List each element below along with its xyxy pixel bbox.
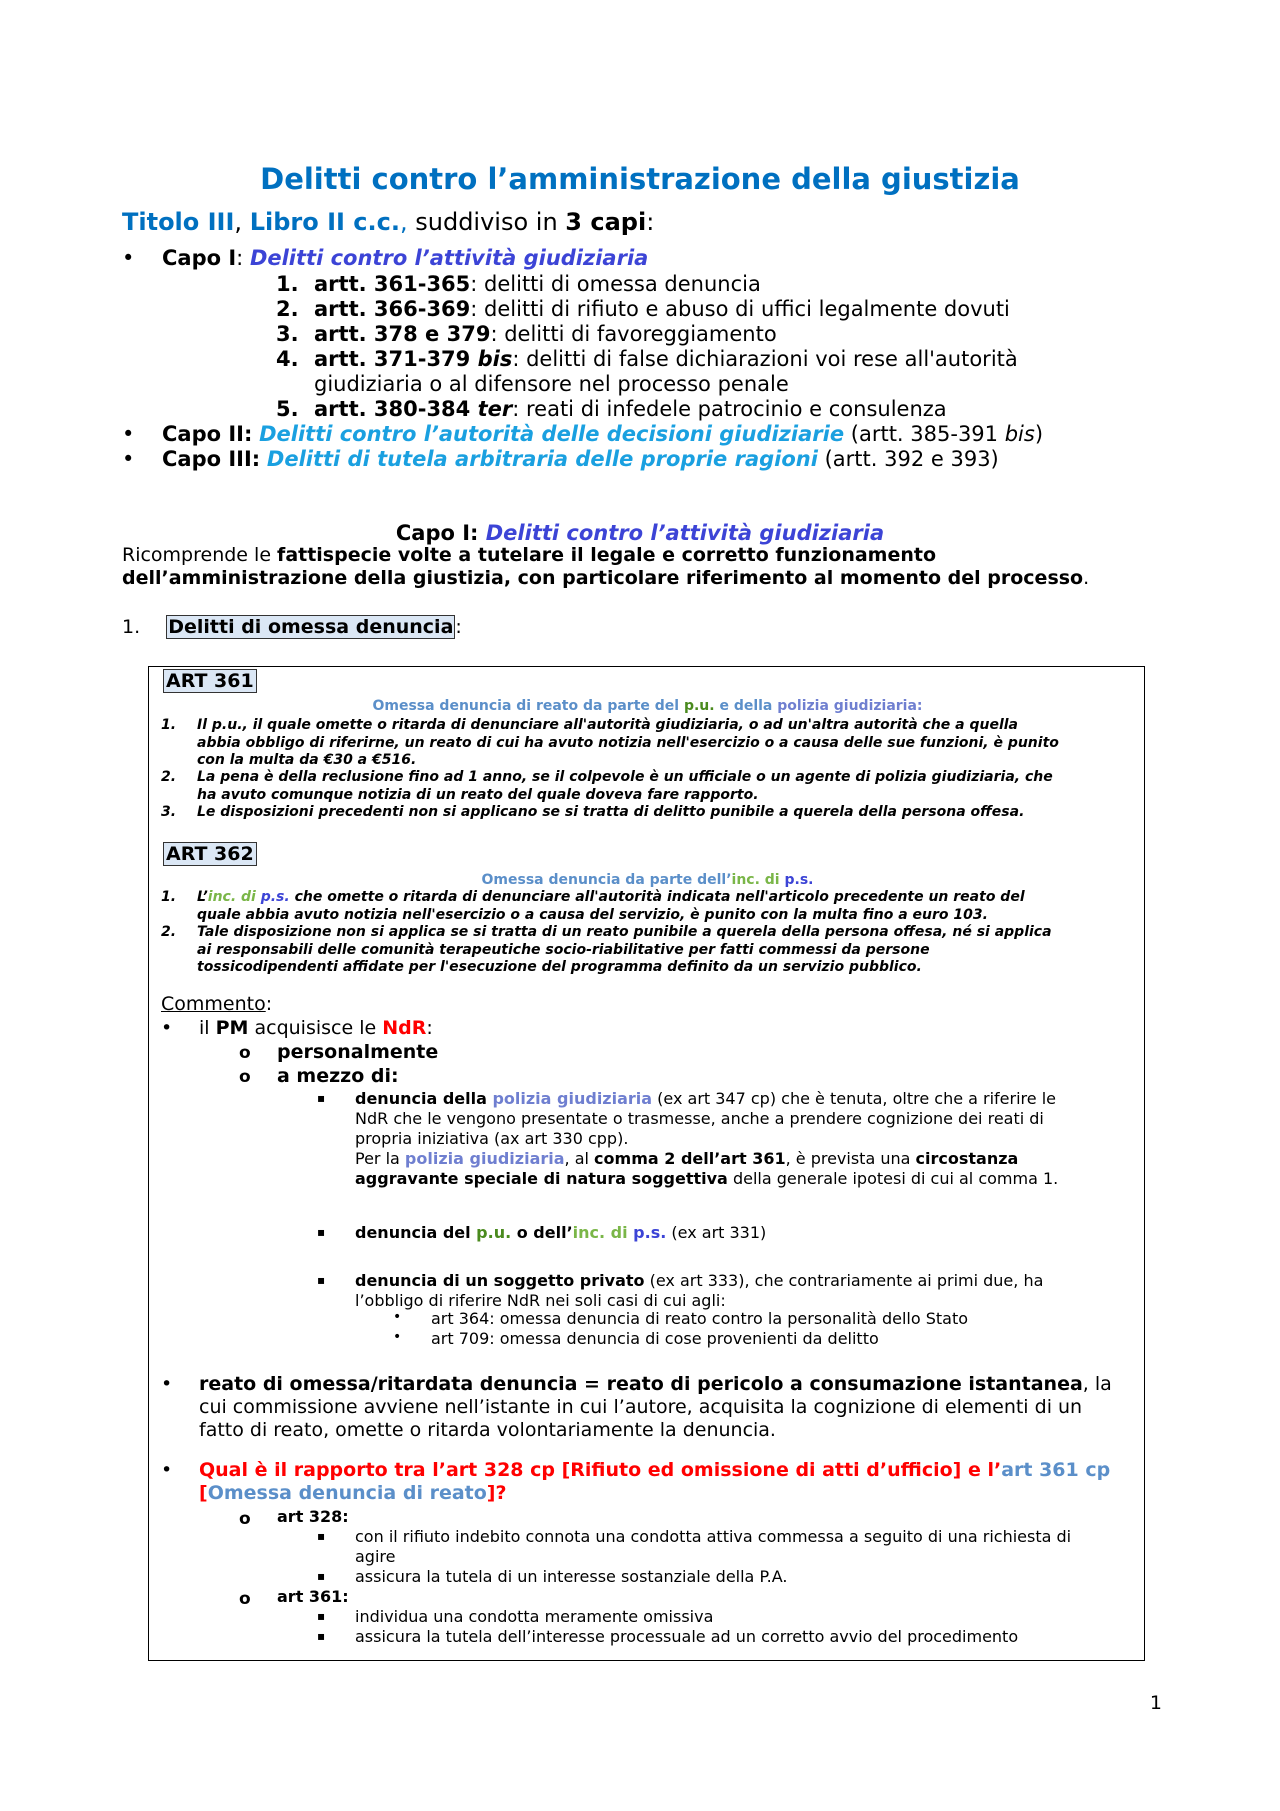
bullet: • — [122, 422, 135, 446]
toc-item — [314, 397, 1074, 422]
para-line: ai responsabili delle comunità terapeutiche socio-riabilitative per fatti commessi da persone — [197, 941, 930, 958]
toc-item-text: : delitti di false dichiarazioni voi rese all'autorità — [512, 347, 1018, 371]
toc-item-text: : delitti di favoreggiamento — [490, 322, 777, 346]
para-line: che omette o ritarda di denunciare all'autorità indicata nell'articolo precedente un reato del — [289, 889, 1025, 905]
d1-l4d: comma 2 dell’art 361 — [594, 1149, 786, 1168]
pm-e: : — [426, 1017, 433, 1039]
art328-point-2: assicura la tutela di un interesse sostanziale della P.A. — [355, 1567, 788, 1586]
capo1-sep: : — [236, 246, 250, 270]
circle-bullet: o — [239, 1067, 251, 1087]
art328-label: art 328: — [277, 1507, 349, 1526]
art361-heading-a: Omessa denuncia di reato da parte del — [372, 698, 684, 714]
art362-para-number: 1. — [161, 889, 177, 905]
intro-start: Ricomprende le — [122, 544, 278, 566]
toc-item-text: : delitti di rifiuto e abuso di uffici legalmente dovuti — [470, 297, 1010, 321]
toc-item-ref-suffix: bis — [470, 347, 513, 371]
art362-para-number: 2. — [161, 924, 177, 940]
art361-heading — [149, 698, 1146, 714]
square-bullet: ▪ — [317, 1629, 326, 1643]
intro-bold-2: dell’amministrazione della giustizia, con particolare riferimento al momento del processo — [122, 567, 1084, 589]
art361-heading-pg: polizia giudiziaria: — [777, 698, 923, 714]
denuncia-pu — [355, 1223, 766, 1243]
capo1-section-heading — [0, 521, 1280, 545]
d1-l4e: , è prevista una — [785, 1149, 916, 1168]
capo1-title: Delitti contro l’attività giudiziaria — [249, 246, 649, 270]
section-item-colon: : — [455, 616, 462, 638]
capo1-label: Capo I — [162, 246, 237, 270]
mode-personalmente: personalmente — [277, 1041, 439, 1063]
para-line: Le disposizioni precedenti non si applicano se si tratta di delitto punibile a querela della persona offesa. — [197, 804, 1025, 820]
art362-heading-a: Omessa denuncia da parte dell’ — [481, 872, 732, 888]
art361-point-1: individua una condotta meramente omissiva — [355, 1607, 714, 1626]
square-bullet: ▪ — [317, 1569, 326, 1583]
art361-para — [197, 804, 1127, 822]
capo1-heading-title: Delitti contro l’attività giudiziaria — [485, 521, 885, 545]
commento-label — [161, 993, 272, 1016]
d3-sub-709: art 709: omessa denuncia di cose provenienti da delitto — [431, 1329, 879, 1348]
d2-b: p.u. — [476, 1223, 512, 1242]
para-text: L’ — [197, 889, 208, 905]
toc-item-number: 2. — [276, 297, 299, 321]
subtitle-sep2: , — [399, 208, 408, 236]
art361-para — [197, 717, 1127, 770]
toc-item — [314, 322, 1074, 347]
toc-item-number: 1. — [276, 272, 299, 296]
d3-sub-364: art 364: omessa denuncia di reato contro la personalità dello Stato — [431, 1309, 969, 1328]
capo2-ref: (artt. 385-391 — [850, 422, 999, 446]
para-line: La pena è della reclusione fino ad 1 anno, se il colpevole è un ufficiale o un agente di polizia giudiziaria, che — [197, 769, 1053, 785]
art361-point-2: assicura la tutela dell’interesse processuale ad un corretto avvio del procedimento — [355, 1627, 1019, 1646]
document-title: Delitti contro l’amministrazione della giustizia — [260, 162, 1020, 196]
para-line: con la multa da €30 a €516. — [197, 752, 417, 768]
circle-bullet: o — [239, 1589, 251, 1609]
art361-label: ART 361 — [163, 669, 257, 693]
bullet: • — [122, 246, 135, 270]
d3-line: l’obbligo di riferire NdR nei soli casi di cui agli: — [355, 1291, 726, 1310]
mode-a-mezzo-di: a mezzo di: — [277, 1065, 399, 1087]
art361-heading-b: e della — [714, 698, 778, 714]
q-c: [ — [199, 1482, 208, 1504]
toc-item — [314, 297, 1074, 322]
d1-a: denuncia della — [355, 1089, 493, 1108]
para-line: Tale disposizione non si applica se si tratta di un reato punibile a querela della persona offesa, né si applica — [197, 924, 1052, 940]
d1-line: propria iniziativa (ax art 330 cpp). — [355, 1129, 629, 1148]
section-item-label: Delitti di omessa denuncia — [168, 616, 454, 638]
d2-c: o dell’ — [511, 1223, 573, 1242]
para-line: Il p.u., il quale omette o ritarda di denunciare all'autorità giudiziaria, o ad un'altra autorità che a quella — [197, 717, 1019, 733]
art362-para — [197, 889, 1127, 924]
d1-b: polizia giudiziaria — [492, 1089, 653, 1108]
subtitle-sep1: , — [234, 208, 250, 236]
capo1-intro — [122, 544, 1172, 590]
q-b: art 361 cp — [1001, 1459, 1111, 1481]
circle-bullet: o — [239, 1043, 251, 1063]
capo3-ref: (artt. 392 e 393) — [824, 447, 999, 471]
toc-item-ref-suffix: ter — [470, 397, 513, 421]
para-line: tossicodipendenti affidate per l'esecuzione del programma definito da un servizio pubblico. — [197, 959, 922, 975]
capo2-ref-suffix: bis — [1004, 422, 1035, 446]
capo2-ref-end: ) — [1034, 422, 1044, 446]
articles-box — [148, 666, 1145, 1661]
d2-a: denuncia del — [355, 1223, 477, 1242]
page-number: 1 — [1149, 1692, 1162, 1714]
section-item-omessa-denuncia — [122, 616, 462, 638]
d1-l4f: circostanza — [915, 1149, 1019, 1168]
q-d: Omessa denuncia di reato — [207, 1482, 487, 1504]
capo1-heading-label: Capo I: — [395, 521, 486, 545]
toc-item-text: : reati di infedele patrocinio e consulenza — [512, 397, 947, 421]
art362-heading-inc: inc. di — [731, 872, 785, 888]
bullet: • — [161, 1373, 173, 1395]
toc-item-ref: artt. 371-379 — [314, 347, 471, 371]
reato-line: fatto di reato, omette o ritarda volontariamente la denuncia. — [199, 1419, 776, 1441]
intro-end: . — [1083, 567, 1090, 589]
toc-item-ref: artt. 380-384 — [314, 397, 471, 421]
toc-item-text: : delitti di omessa denuncia — [470, 272, 761, 296]
a328-s1b: agire — [355, 1547, 396, 1566]
toc-item-ref: artt. 366-369 — [314, 297, 471, 321]
capo2-title: Delitti contro l’autorità delle decisioni giudiziarie — [259, 422, 845, 446]
commento-label-text: Commento — [161, 993, 266, 1015]
toc-item — [314, 272, 1074, 297]
bullet: • — [393, 1309, 402, 1325]
art361-para-number: 3. — [161, 804, 177, 820]
d3-a: denuncia di un soggetto privato — [355, 1271, 645, 1290]
toc-capo-2 — [162, 422, 1043, 447]
toc-capo-3 — [162, 447, 999, 472]
toc-item-number: 3. — [276, 322, 299, 346]
subtitle-end: : — [646, 208, 655, 236]
reato-c: , la — [1082, 1373, 1112, 1395]
d2-f: (ex art 331) — [666, 1223, 767, 1242]
intro-bold-1: fattispecie volte a tutelare il legale e corretto funzionamento — [277, 544, 937, 566]
circle-bullet: o — [239, 1509, 251, 1529]
art361-heading-pu: p.u. — [683, 698, 715, 714]
toc-item-text-cont: giudiziaria o al difensore nel processo penale — [314, 372, 789, 396]
q-a: Qual è il rapporto tra l’art 328 cp [Rifiuto ed omissione di atti d’ufficio] e l’ — [199, 1459, 1002, 1481]
bullet: • — [161, 1017, 173, 1039]
art361-para-number: 1. — [161, 717, 177, 733]
art328-point-1 — [355, 1527, 1135, 1567]
toc-item — [314, 347, 1074, 397]
capo2-label: Capo II: — [162, 422, 253, 446]
toc-capo-1 — [162, 246, 648, 271]
q-e: ]? — [486, 1482, 507, 1504]
square-bullet: ▪ — [317, 1225, 326, 1239]
square-bullet: ▪ — [317, 1609, 326, 1623]
capo3-label: Capo III: — [162, 447, 261, 471]
denuncia-polizia — [355, 1089, 1135, 1189]
art362-heading-ps: p.s. — [784, 872, 814, 888]
d1-l5b: della generale ipotesi di cui al comma 1. — [727, 1169, 1059, 1188]
para-inc: inc. di — [207, 889, 261, 905]
bullet: • — [122, 447, 135, 471]
d3-b: (ex art 333), che contrariamente ai primi due, ha — [644, 1271, 1044, 1290]
bullet: • — [393, 1329, 402, 1345]
reato-pericolo — [199, 1373, 1129, 1442]
d1-line: NdR che le vengono presentate o trasmesse, anche a prendere cognizione dei reati di — [355, 1109, 1044, 1128]
subtitle — [122, 208, 654, 236]
d1-l5a: aggravante speciale di natura soggettiva — [355, 1169, 728, 1188]
d2-e: p.s. — [633, 1223, 667, 1242]
commento-colon: : — [265, 993, 273, 1015]
d1-c: (ex art 347 cp) che è tenuta, oltre che a riferire le — [652, 1089, 1056, 1108]
para-ps: p.s. — [260, 889, 290, 905]
d1-l4a: Per la — [355, 1149, 405, 1168]
denuncia-privato — [355, 1271, 1135, 1311]
art361-para-number: 2. — [161, 769, 177, 785]
a328-s1: con il rifiuto indebito connota una condotta attiva commessa a seguito di una richiesta di — [355, 1527, 1072, 1546]
commento-pm — [199, 1017, 433, 1040]
subtitle-mid: suddiviso in — [407, 208, 566, 236]
reato-bold: reato di omessa/ritardata denuncia = reato di pericolo a consumazione istantanea — [199, 1373, 1083, 1395]
art362-heading — [149, 872, 1146, 888]
question-328-361 — [199, 1459, 1139, 1505]
art361-para — [197, 769, 1127, 804]
pm-b: PM — [215, 1017, 249, 1039]
toc-item-number: 5. — [276, 397, 299, 421]
square-bullet: ▪ — [317, 1529, 326, 1543]
square-bullet: ▪ — [317, 1091, 326, 1105]
art362-label: ART 362 — [163, 842, 257, 866]
pm-c: acquisisce le — [248, 1017, 383, 1039]
art362-para — [197, 924, 1127, 977]
capo3-title: Delitti di tutela arbitraria delle proprie ragioni — [266, 447, 818, 471]
para-line: quale abbia avuto notizia nell'esercizio o a causa del servizio, è punito con la multa fino a euro 103. — [197, 906, 988, 923]
toc-item-number: 4. — [276, 347, 299, 371]
art361-label-comment: art 361: — [277, 1587, 349, 1606]
titolo-ref: Titolo III — [122, 208, 235, 236]
bullet: • — [161, 1459, 173, 1481]
toc-item-ref: artt. 361-365 — [314, 272, 471, 296]
pm-a: il — [199, 1017, 216, 1039]
d2-d: inc. di — [572, 1223, 634, 1242]
capi-count: 3 capi — [565, 208, 647, 236]
d1-l4c: , al — [564, 1149, 595, 1168]
d1-l4b: polizia giudiziaria — [404, 1149, 565, 1168]
toc-item-ref: artt. 378 e 379 — [314, 322, 491, 346]
reato-line: cui commissione avviene nell’istante in cui l’autore, acquisita la cognizione di elementi di un — [199, 1396, 1083, 1418]
libro-ref: Libro II c.c. — [249, 208, 400, 236]
para-line: abbia obbligo di riferirne, un reato di cui ha avuto notizia nell'esercizio o a causa delle sue funzioni, è punito — [197, 734, 1059, 751]
para-line: ha avuto comunque notizia di un reato del quale doveva fare rapporto. — [197, 786, 759, 803]
section-item-number: 1. — [122, 616, 141, 638]
square-bullet: ▪ — [317, 1273, 326, 1287]
pm-d: NdR — [382, 1017, 427, 1039]
